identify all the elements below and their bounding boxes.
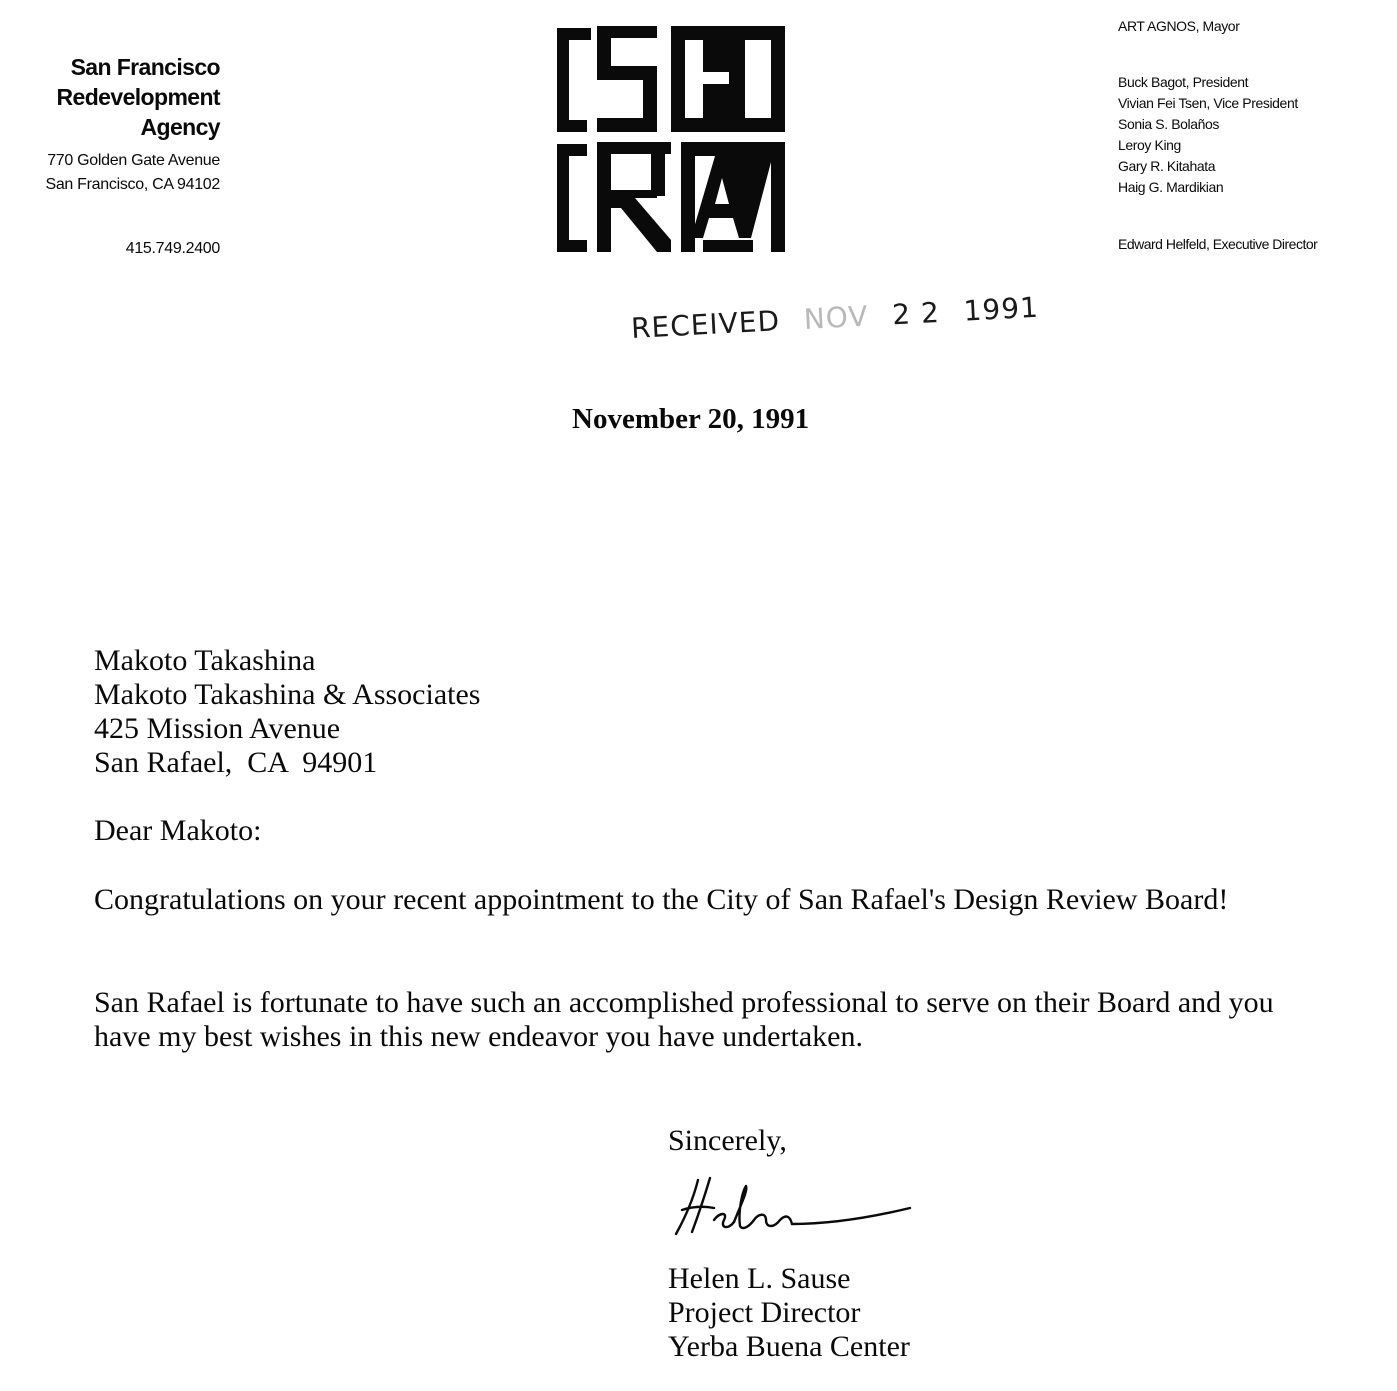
salutation: Dear Makoto: bbox=[94, 814, 262, 847]
recipient-line: Makoto Takashina bbox=[94, 644, 316, 677]
body-paragraph: San Rafael is fortunate to have such an accomplished professional to serve on their Board and you have my best wishes in this new endeavor you have undertaken. bbox=[94, 986, 1274, 1053]
board-member: Leroy King bbox=[1118, 137, 1181, 153]
board-member: Haig G. Mardikian bbox=[1118, 179, 1224, 195]
handwritten-signature bbox=[670, 1172, 920, 1242]
stamp-day: 2 2 bbox=[891, 295, 941, 332]
mayor-name: ART AGNOS, Mayor bbox=[1118, 18, 1240, 34]
sfra-logo bbox=[553, 22, 789, 254]
recipient-address bbox=[94, 644, 480, 780]
stamp-year: 1991 bbox=[962, 290, 1040, 328]
signer-name: Helen L. Sause bbox=[668, 1262, 851, 1295]
executive-director: Edward Helfeld, Executive Director bbox=[1118, 236, 1318, 252]
agency-name-line1: San Francisco bbox=[70, 54, 220, 80]
body-paragraph: Congratulations on your recent appointment to the City of San Rafael's Design Review Board! bbox=[94, 883, 1229, 916]
board-member: Buck Bagot, President bbox=[1118, 74, 1249, 90]
stamp-label: RECEIVED bbox=[630, 304, 781, 345]
recipient-line: Makoto Takashina & Associates bbox=[94, 678, 481, 711]
board-member: Sonia S. Bolaños bbox=[1118, 116, 1220, 132]
agency-phone: 415.749.2400 bbox=[125, 240, 220, 257]
letter-date: November 20, 1991 bbox=[572, 403, 810, 435]
stamp-month: NOV bbox=[803, 299, 870, 336]
board-member: Vivian Fei Tsen, Vice President bbox=[1118, 95, 1298, 111]
agency-name-line2: Redevelopment Agency bbox=[56, 84, 220, 140]
board-members-list bbox=[1118, 72, 1298, 198]
received-stamp bbox=[630, 291, 1039, 345]
closing: Sincerely, bbox=[668, 1124, 787, 1157]
agency-address-line1: 770 Golden Gate Avenue bbox=[47, 152, 220, 169]
signer-title: Project Director bbox=[668, 1296, 861, 1329]
signer-block bbox=[668, 1262, 910, 1364]
signer-organization: Yerba Buena Center bbox=[668, 1330, 910, 1363]
board-member: Gary R. Kitahata bbox=[1118, 158, 1216, 174]
recipient-line: San Rafael, CA 94901 bbox=[94, 746, 378, 779]
agency-name bbox=[0, 52, 220, 142]
agency-address-line2: San Francisco, CA 94102 bbox=[45, 176, 220, 193]
agency-address bbox=[0, 149, 220, 197]
recipient-line: 425 Mission Avenue bbox=[94, 712, 341, 745]
